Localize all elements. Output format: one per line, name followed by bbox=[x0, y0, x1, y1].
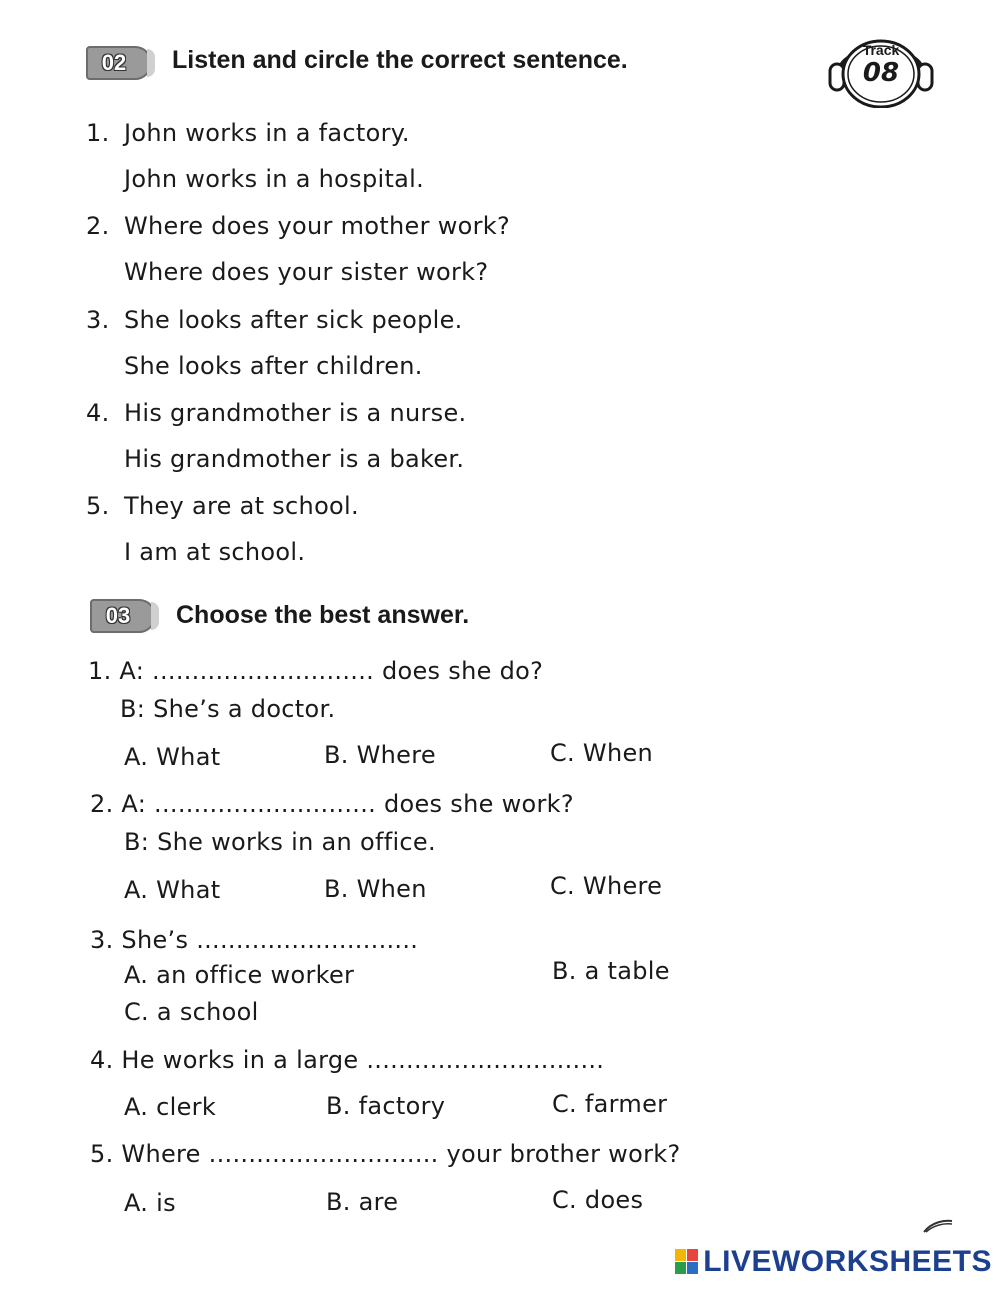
section-02-badge: 02 bbox=[86, 46, 152, 80]
q3-option-a[interactable]: A. an office worker bbox=[124, 961, 355, 989]
s02-item3-option-b[interactable]: She looks after children. bbox=[124, 352, 423, 380]
q5-option-b[interactable]: B. are bbox=[326, 1188, 399, 1216]
track-number: 08 bbox=[862, 58, 900, 88]
q3-option-b[interactable]: B. a table bbox=[552, 957, 670, 985]
q2-option-c[interactable]: C. Where bbox=[550, 872, 663, 900]
s02-item5-option-a[interactable]: They are at school. bbox=[124, 492, 359, 520]
s02-item2-option-b[interactable]: Where does your sister work? bbox=[124, 258, 489, 286]
s02-item2-option-a[interactable]: Where does your mother work? bbox=[124, 212, 511, 240]
page-curl-icon bbox=[922, 1218, 954, 1234]
s02-item1-num: 1. bbox=[86, 119, 110, 147]
logo-blocks-icon bbox=[675, 1249, 699, 1275]
s02-item3-num: 3. bbox=[86, 306, 110, 334]
q1-question: 1. A: ............................ does she do? bbox=[88, 657, 544, 685]
q3-option-c[interactable]: C. a school bbox=[124, 998, 259, 1026]
q5-question: 5. Where ............................. your brother work? bbox=[90, 1140, 681, 1168]
q1-option-a[interactable]: A. What bbox=[124, 743, 221, 771]
s02-item2-num: 2. bbox=[86, 212, 110, 240]
q4-option-a[interactable]: A. clerk bbox=[124, 1093, 217, 1121]
section-03-title: Choose the best answer. bbox=[176, 601, 470, 629]
q5-option-c[interactable]: C. does bbox=[552, 1186, 644, 1214]
q4-question: 4. He works in a large .............................. bbox=[90, 1046, 605, 1074]
section-02-title: Listen and circle the correct sentence. bbox=[172, 46, 628, 74]
s02-item5-option-b[interactable]: I am at school. bbox=[124, 538, 306, 566]
q4-option-c[interactable]: C. farmer bbox=[552, 1090, 668, 1118]
q2-answer-line: B: She works in an office. bbox=[124, 828, 436, 856]
q2-question: 2. A: ............................ does she work? bbox=[90, 790, 574, 818]
q5-option-a[interactable]: A. is bbox=[124, 1189, 176, 1217]
brand-name: LIVEWORKSHEETS bbox=[703, 1245, 992, 1278]
q1-answer-line: B: She’s a doctor. bbox=[120, 695, 336, 723]
section-03-badge: 03 bbox=[90, 599, 156, 633]
track-label: Track bbox=[862, 42, 900, 58]
q1-option-b[interactable]: B. Where bbox=[324, 741, 436, 769]
s02-item3-option-a[interactable]: She looks after sick people. bbox=[124, 306, 463, 334]
s02-item5-num: 5. bbox=[86, 492, 110, 520]
q4-option-b[interactable]: B. factory bbox=[326, 1092, 446, 1120]
s02-item4-num: 4. bbox=[86, 399, 110, 427]
q2-option-b[interactable]: B. When bbox=[324, 875, 427, 903]
s02-item1-option-a[interactable]: John works in a factory. bbox=[124, 119, 410, 147]
s02-item1-option-b[interactable]: John works in a hospital. bbox=[124, 165, 425, 193]
q1-option-c[interactable]: C. When bbox=[550, 739, 654, 767]
q3-question: 3. She’s ............................ bbox=[90, 926, 419, 954]
q2-option-a[interactable]: A. What bbox=[124, 876, 221, 904]
s02-item4-option-b[interactable]: His grandmother is a baker. bbox=[124, 445, 465, 473]
s02-item4-option-a[interactable]: His grandmother is a nurse. bbox=[124, 399, 467, 427]
liveworksheets-logo bbox=[675, 1245, 992, 1279]
track-badge bbox=[828, 30, 934, 108]
